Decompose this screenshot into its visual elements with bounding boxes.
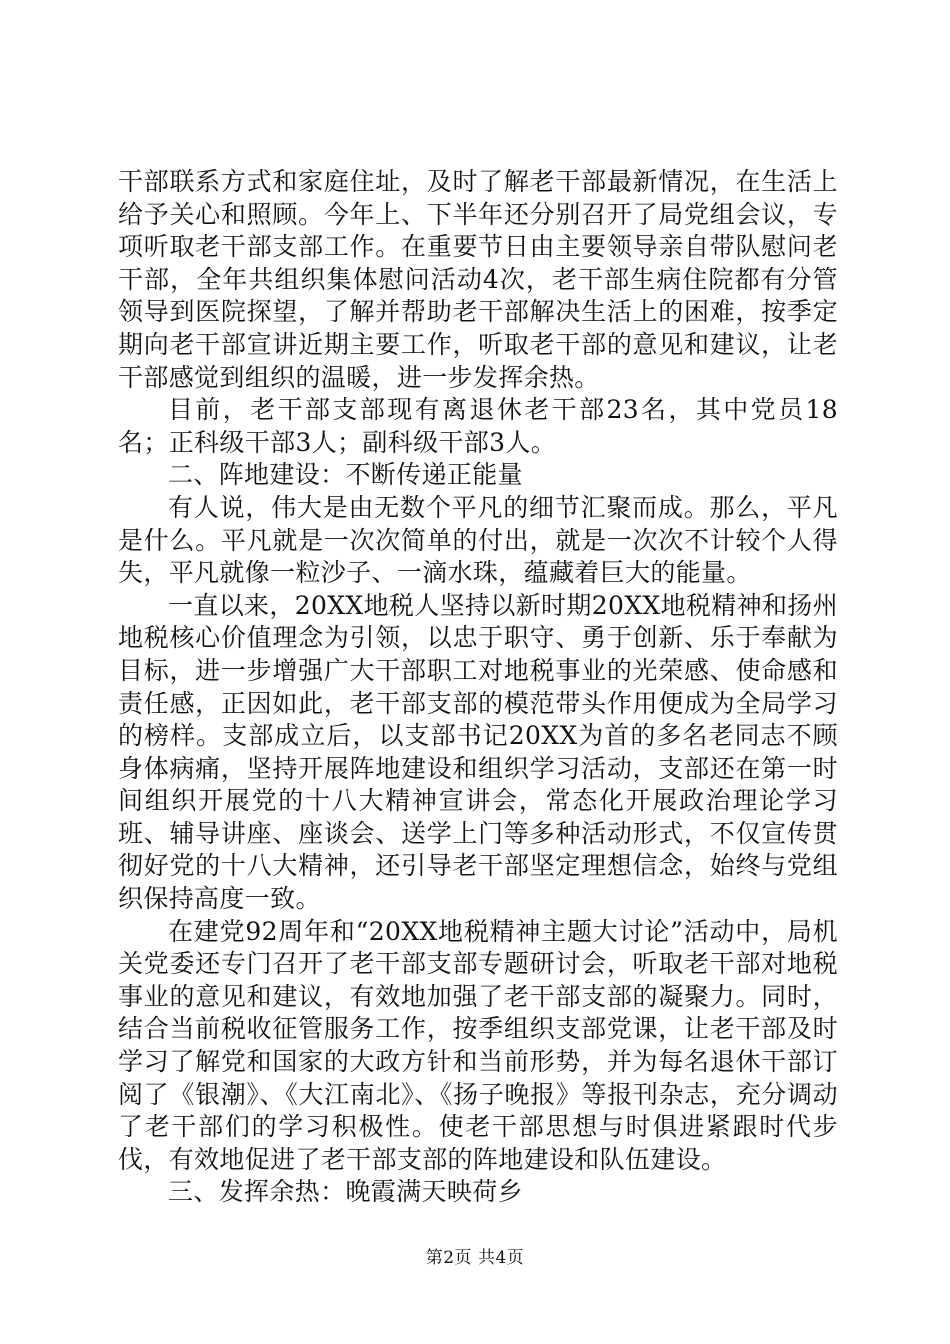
section-heading-3: 三、发挥余热：晚霞满天映荷乡: [168, 1177, 523, 1207]
paragraph-ordinary: 有人说，伟大是由无数个平凡的细节汇聚而成。那么，平凡是什么。平凡就是一次次简单的付出，就是一次次不计较个人得失，平凡就像一粒沙子、一滴水珠，蕴藏着巨大的能量。: [118, 492, 838, 588]
paragraph-member-count: 目前，老干部支部现有离退休老干部23名，其中党员18名；正科级干部3人；副科级干部3人。: [118, 395, 838, 457]
paragraph-party-anniversary: 在建党92周年和“20XX地税精神主题大讨论”活动中，局机关党委还专门召开了老干部支部专题研讨会，听取老干部对地税事业的意见和建议，有效地加强了老干部支部的凝聚力。同时，结合当前税收征管服务工作，按季组织支部党课，让老干部及时学习了解党和国家的大政方针和当前形势，并为每名退休干部订阅了《银潮》、《大江南北》、《扬子晚报》等报刊杂志，充分调动了老干部们的学习积极性。使老干部思想与时俱进紧跟时代步伐，有效地促进了老干部支部的阵地建设和队伍建设。: [118, 916, 838, 1174]
section-heading-2: 二、阵地建设：不断传递正能量: [168, 460, 523, 490]
paragraph-long-term: 一直以来，20XX地税人坚持以新时期20XX地税精神和扬州地税核心价值理念为引领，以忠于职守、勇于创新、乐于奉献为目标，进一步增强广大干部职工对地税事业的光荣感、使命感和责任感，正因如此，老干部支部的模范带头作用便成为全局学习的榜样。支部成立后，以支部书记20XX为首的多名老同志不顾身体病痛，坚持开展阵地建设和组织学习活动，支部还在第一时间组织开展党的十八大精神宣讲会，常态化开展政治理论学习班、辅导讲座、座谈会、送学上门等多种活动形式，不仅宣传贯彻好党的十八大精神，还引导老干部坚定理想信念，始终与党组织保持高度一致。: [118, 590, 838, 914]
paragraph-continuation: 干部联系方式和家庭住址，及时了解老干部最新情况，在生活上给予关心和照顾。今年上、下半年还分别召开了局党组会议，专项听取老干部支部工作。在重要节日由主要领导亲自带队慰问老干部，全年共组织集体慰问活动4次，老干部生病住院都有分管领导到医院探望，了解并帮助老干部解决生活上的困难，按季定期向老干部宣讲近期主要工作，听取老干部的意见和建议，让老干部感觉到组织的温暖，进一步发挥余热。: [118, 167, 838, 392]
document-body: [118, 166, 838, 1209]
page-footer: 第2页 共4页: [425, 1248, 525, 1268]
